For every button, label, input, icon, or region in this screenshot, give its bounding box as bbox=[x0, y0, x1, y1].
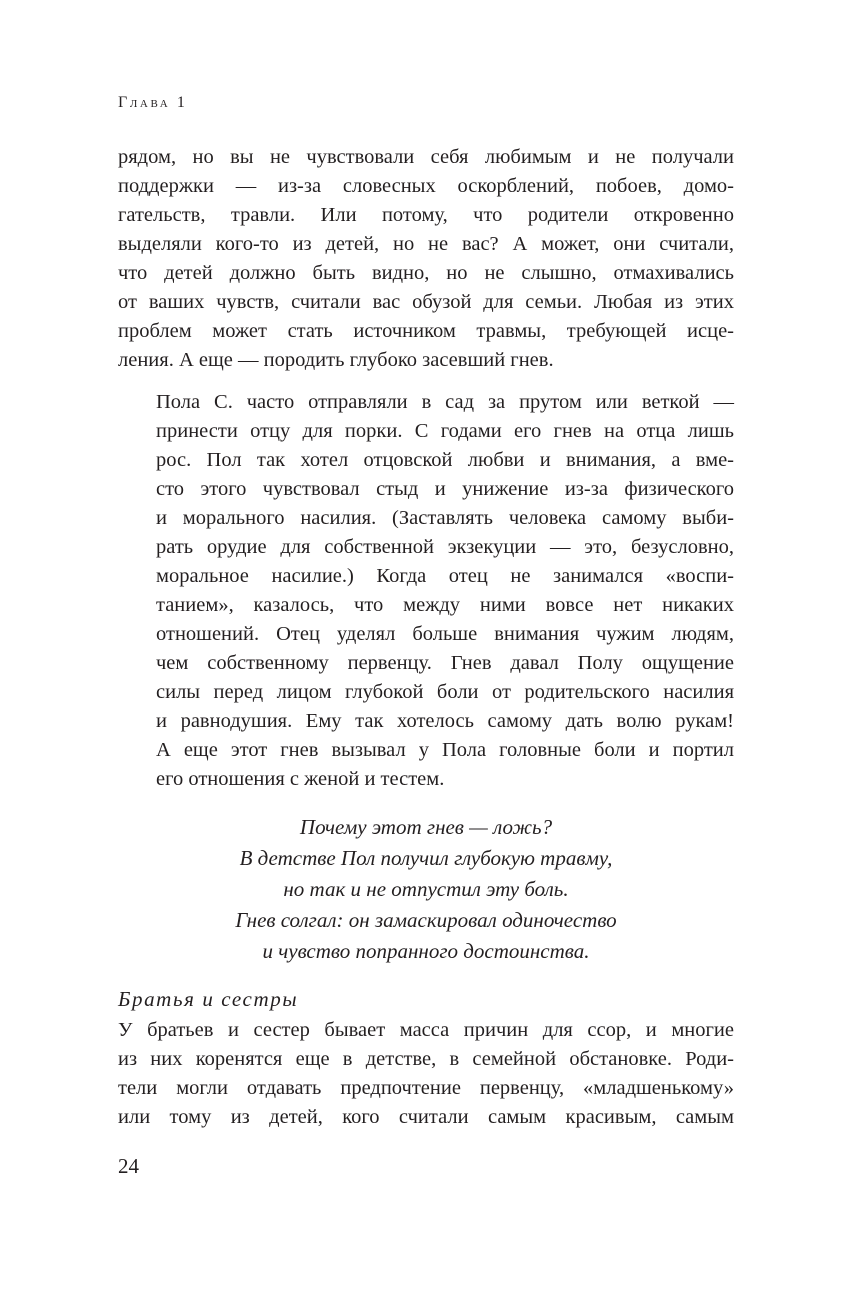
text-line: силы перед лицом глубокой боли от родительского насилия bbox=[156, 681, 734, 703]
text-line: танием», казалось, что между ними вовсе нет никаких bbox=[156, 594, 734, 616]
text-line: рядом, но вы не чувствовали себя любимым и не получали bbox=[118, 146, 734, 168]
example-paragraph bbox=[156, 388, 734, 794]
text-line: и морального насилия. (Заставлять человека самому выби- bbox=[156, 507, 734, 529]
text-line: или тому из детей, кого считали самым красивым, самым bbox=[118, 1106, 734, 1128]
text-line: А еще этот гнев вызывал у Пола головные боли и портил bbox=[156, 739, 734, 761]
text-line: что детей должно быть видно, но не слышно, отмахивались bbox=[118, 262, 734, 284]
text-line: принести отцу для порки. С годами его гнев на отца лишь bbox=[156, 420, 734, 442]
text-line: проблем может стать источником травмы, требующей исце- bbox=[118, 320, 734, 342]
text-line: выделяли кого-то из детей, но не вас? А может, они считали, bbox=[118, 233, 734, 255]
italic-quote bbox=[118, 812, 734, 967]
text-line: поддержки — из-за словесных оскорблений, побоев, домо- bbox=[118, 175, 734, 197]
page-number: 24 bbox=[118, 1154, 139, 1178]
quote-line: Гнев солгал: он замаскировал одиночество bbox=[235, 908, 617, 932]
text-line: гательств, травли. Или потому, что родители откровенно bbox=[118, 204, 734, 226]
quote-line: Почему этот гнев — ложь? bbox=[299, 815, 553, 839]
quote-line: В детстве Пол получил глубокую травму, bbox=[239, 846, 613, 870]
text-line: ления. А еще — породить глубоко засевший гнев. bbox=[118, 349, 554, 371]
text-line: рос. Пол так хотел отцовской любви и внимания, а вме- bbox=[156, 449, 734, 471]
text-line: чем собственному первенцу. Гнев давал Полу ощущение bbox=[156, 652, 734, 674]
paragraph-main bbox=[118, 143, 734, 375]
quote-line: и чувство попранного достоинства. bbox=[262, 939, 590, 963]
text-line: рать орудие для собственной экзекуции — это, безусловно, bbox=[156, 536, 734, 558]
section-paragraph bbox=[118, 1016, 734, 1132]
text-line: от ваших чувств, считали вас обузой для семьи. Любая из этих bbox=[118, 291, 734, 313]
text-line: отношений. Отец уделял больше внимания чужим людям, bbox=[156, 623, 734, 645]
running-head: Глава 1 bbox=[118, 94, 188, 111]
text-line: из них коренятся еще в детстве, в семейной обстановке. Роди- bbox=[118, 1048, 734, 1070]
text-line: его отношения с женой и тестем. bbox=[156, 768, 445, 790]
text-line: У братьев и сестер бывает масса причин для ссор, и многие bbox=[118, 1019, 734, 1041]
text-line: и равнодушия. Ему так хотелось самому дать волю рукам! bbox=[156, 710, 734, 732]
text-line: тели могли отдавать предпочтение первенцу, «младшенькому» bbox=[118, 1077, 734, 1099]
text-line: моральное насилие.) Когда отец не занимался «воспи- bbox=[156, 565, 734, 587]
section-heading: Братья и сестры bbox=[118, 987, 299, 1011]
text-line: сто этого чувствовал стыд и унижение из-за физического bbox=[156, 478, 734, 500]
text-line: Пола С. часто отправляли в сад за прутом или веткой — bbox=[156, 391, 734, 413]
quote-line: но так и не отпустил эту боль. bbox=[283, 877, 569, 901]
